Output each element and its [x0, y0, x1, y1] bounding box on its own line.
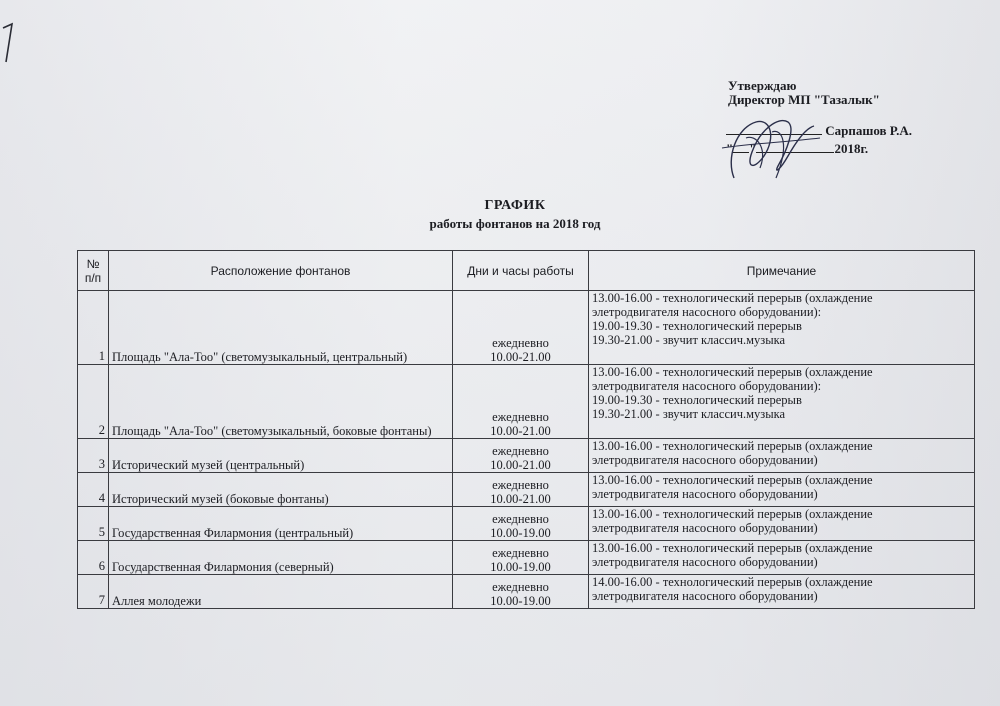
table-row [78, 575, 975, 609]
date-quote: " [726, 141, 734, 156]
row-number: 5 [78, 507, 109, 541]
date-quote-close: " [749, 141, 757, 156]
document-subtitle: работы фонтанов на 2018 год [429, 216, 601, 231]
note-line: 19.30-21.00 - звучит классич.музыка [592, 333, 786, 347]
note-cell [589, 473, 975, 507]
date-year: 2018г. [834, 141, 869, 156]
table-row [78, 541, 975, 575]
row-number: 3 [78, 439, 109, 473]
working-days: ежедневно [492, 336, 549, 350]
note-line: 19.30-21.00 - звучит классич.музыка [592, 407, 786, 421]
table-row [78, 291, 975, 365]
working-days: ежедневно [492, 410, 549, 424]
table-row [78, 507, 975, 541]
fountain-location: Площадь "Ала-Тоо" (светомузыкальный, центральный) [109, 291, 453, 365]
note-line: 13.00-16.00 - технологический перерыв (охлаждение [592, 473, 873, 487]
note-line: 13.00-16.00 - технологический перерыв (охлаждение [592, 291, 873, 305]
note-line: элетродвигателя насосного оборудовании): [592, 305, 822, 319]
row-number: 1 [78, 291, 109, 365]
fountain-location: Исторический музей (боковые фонтаны) [109, 473, 453, 507]
working-hours: 10.00-21.00 [490, 424, 551, 438]
working-hours-cell [453, 439, 589, 473]
fountain-location: Государственная Филармония (северный) [109, 541, 453, 575]
fountain-schedule-table [77, 250, 975, 609]
note-cell [589, 541, 975, 575]
note-cell [589, 507, 975, 541]
working-hours-cell [453, 575, 589, 609]
row-number: 6 [78, 541, 109, 575]
fountain-location: Исторический музей (центральный) [109, 439, 453, 473]
note-line: 13.00-16.00 - технологический перерыв (охлаждение [592, 541, 873, 555]
working-hours: 10.00-19.00 [490, 594, 551, 608]
note-line: элетродвигателя насосного оборудовании): [592, 379, 822, 393]
working-days: ежедневно [492, 478, 549, 492]
working-hours: 10.00-21.00 [490, 458, 551, 472]
row-number: 4 [78, 473, 109, 507]
table-body [78, 291, 975, 609]
approval-line-director: Директор МП "Тазалык" [728, 92, 880, 107]
note-cell [589, 575, 975, 609]
note-line: 14.00-16.00 - технологический перерыв (охлаждение [592, 575, 873, 589]
working-hours-cell [453, 291, 589, 365]
note-line: 13.00-16.00 - технологический перерыв (охлаждение [592, 507, 873, 521]
row-number: 2 [78, 365, 109, 439]
note-line: элетродвигателя насосного оборудовании) [592, 555, 818, 569]
note-cell [589, 291, 975, 365]
document-title: ГРАФИК [484, 198, 546, 213]
note-cell [589, 365, 975, 439]
table-row [78, 439, 975, 473]
working-days: ежедневно [492, 546, 549, 560]
working-hours: 10.00-21.00 [490, 492, 551, 506]
working-hours-cell [453, 365, 589, 439]
signer-name: Сарпашов Р.А. [825, 123, 912, 138]
working-days: ежедневно [492, 580, 549, 594]
note-line: 13.00-16.00 - технологический перерыв (охлаждение [592, 439, 873, 453]
note-line: элетродвигателя насосного оборудовании) [592, 453, 818, 467]
header-days: Дни и часы работы [453, 251, 589, 291]
table-row [78, 365, 975, 439]
note-line: элетродвигателя насосного оборудовании) [592, 589, 818, 603]
note-line: элетродвигателя насосного оборудовании) [592, 487, 818, 501]
note-line: 13.00-16.00 - технологический перерыв (охлаждение [592, 365, 873, 379]
working-hours-cell [453, 541, 589, 575]
working-hours-cell [453, 507, 589, 541]
header-location: Расположение фонтанов [109, 251, 453, 291]
header-num: № п/п [78, 251, 109, 291]
row-number: 7 [78, 575, 109, 609]
corner-pen-mark [0, 18, 34, 64]
header-note: Примечание [589, 251, 975, 291]
document-title-block [0, 198, 1000, 232]
working-hours: 10.00-21.00 [490, 350, 551, 364]
working-days: ежедневно [492, 512, 549, 526]
table-row [78, 473, 975, 507]
working-days: ежедневно [492, 444, 549, 458]
working-hours: 10.00-19.00 [490, 560, 551, 574]
table-header-row [78, 251, 975, 291]
approval-line-approve: Утверждаю [728, 78, 797, 93]
working-hours: 10.00-19.00 [490, 526, 551, 540]
fountain-location: Площадь "Ала-Тоо" (светомузыкальный, боковые фонтаны) [109, 365, 453, 439]
note-line: 19.00-19.30 - технологический перерыв [592, 393, 802, 407]
note-line: элетродвигателя насосного оборудовании) [592, 521, 818, 535]
working-hours-cell [453, 473, 589, 507]
note-line: 19.00-19.30 - технологический перерыв [592, 319, 802, 333]
note-cell [589, 439, 975, 473]
fountain-location: Государственная Филармония (центральный) [109, 507, 453, 541]
fountain-location: Аллея молодежи [109, 575, 453, 609]
handwritten-signature [716, 108, 826, 190]
